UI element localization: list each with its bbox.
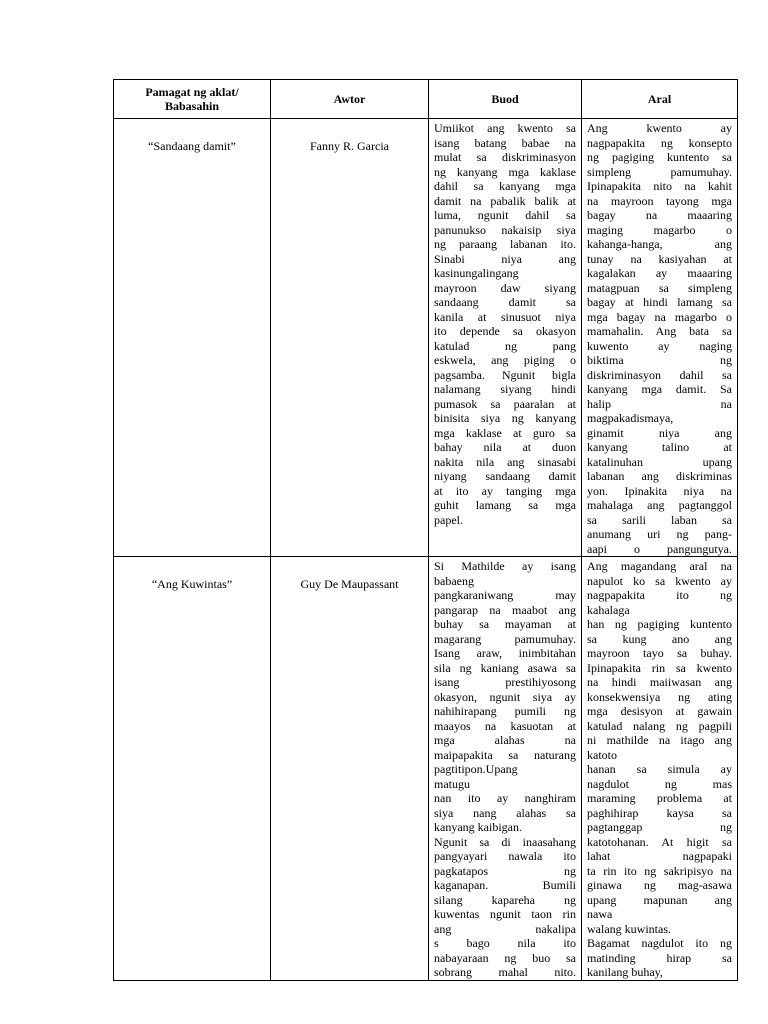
- text-line: Isang araw, inimbitahan: [434, 646, 576, 660]
- text-line: na hindi maiiwasan ang: [587, 675, 732, 689]
- text-line: maipapakita sa naturang: [434, 747, 576, 762]
- text-line: nabayaraan ng buo sa: [434, 950, 576, 965]
- summary-cell: [429, 557, 582, 981]
- text-line: katalinuhan upang: [587, 454, 732, 469]
- text-line: pumasok sa paaralan at: [434, 396, 576, 411]
- header-summary-label: Buod: [491, 92, 519, 106]
- table-header-row: [114, 80, 738, 119]
- text-line: labanan ang diskriminas: [587, 469, 732, 483]
- text-line: ginamit niya ang: [587, 425, 732, 440]
- header-author: [271, 80, 429, 119]
- text-line: kanyang mga damit. Sa: [587, 382, 732, 396]
- book-title: “Ang Kuwintas”: [151, 577, 233, 591]
- text-line: pangyayari nawala ito: [434, 849, 576, 863]
- header-summary: [429, 80, 582, 119]
- text-line: kagalakan ay maaaring: [587, 266, 732, 280]
- text-line: mga bagay na magarbo o: [587, 309, 732, 324]
- table-row: [114, 557, 738, 981]
- header-title: [114, 80, 271, 119]
- text-line: ginawa ng mag-asawa: [587, 878, 732, 892]
- text-line: nagdulot ng mas: [587, 776, 732, 791]
- text-line: silang kapareha ng: [434, 892, 576, 907]
- table-row: [114, 119, 738, 557]
- text-line: mamahalin. Ang bata sa: [587, 324, 732, 338]
- text-line: nan ito ay nanghiram: [434, 791, 576, 805]
- text-line: mayroon tayo sa buhay.: [587, 646, 732, 660]
- text-line: ng paraang labanan ito.: [434, 237, 576, 251]
- text-line: ito depende sa okasyon: [434, 324, 576, 338]
- text-line: Si Mathilde ay isang: [434, 559, 576, 573]
- text-line: Bagamat nagdulot ito ng: [587, 936, 732, 950]
- text-line: kuwento ay naging: [587, 338, 732, 353]
- text-line: pangkaraniwang may: [434, 588, 576, 602]
- text-line: papel.: [434, 512, 463, 527]
- header-title-label: [145, 85, 238, 113]
- text-line: Ang magandang aral na: [587, 559, 732, 573]
- text-line: sa sarili laban sa: [587, 512, 732, 527]
- text-line: nahihirapang pumili ng: [434, 704, 576, 718]
- text-line: pagtitipon.Upang: [434, 762, 518, 776]
- lesson-cell: [582, 119, 738, 557]
- text-line: Ngunit sa di inaasahang: [434, 834, 576, 849]
- text-line: kahalaga: [587, 602, 630, 617]
- text-line: ni mathilde na itago ang: [587, 733, 732, 747]
- text-line: buhay sa mayaman at: [434, 617, 576, 631]
- text-line: matinding hirap sa: [587, 950, 732, 965]
- text-line: magarang pamumuhay.: [434, 631, 576, 646]
- text-line: maayos na kasuotan at: [434, 718, 576, 733]
- text-line: walang kuwintas.: [587, 921, 671, 936]
- text-line: panunukso nakaisip siya: [434, 222, 576, 237]
- text-line: han ng pagiging kuntento: [587, 617, 732, 631]
- lesson-cell: [582, 557, 738, 981]
- summary-text: [434, 121, 576, 527]
- header-title-line: Pamagat ng aklat/: [145, 85, 239, 99]
- text-line: kaganapan. Bumili: [434, 878, 576, 892]
- text-line: kasinungalingang: [434, 266, 519, 280]
- header-author-label: Awtor: [333, 92, 366, 106]
- text-line: mga desisyon at gawain: [587, 704, 732, 718]
- text-line: isang batang babae na: [434, 135, 576, 150]
- row-title-cell: [114, 557, 271, 981]
- text-line: mulat sa diskriminasyon: [434, 150, 576, 164]
- text-line: nakita nila ang sinasabi: [434, 454, 576, 469]
- text-line: nagpapakita ito ng: [587, 588, 732, 602]
- text-line: damit na pabalik balik at: [434, 193, 576, 208]
- text-line: sila ng kaniang asawa sa: [434, 660, 576, 675]
- text-line: anumang uri ng pang-: [587, 527, 732, 541]
- text-line: kanyang talino at: [587, 440, 732, 454]
- text-line: katotohanan. At higit sa: [587, 834, 732, 849]
- text-line: upang mapunan ang: [587, 892, 732, 907]
- text-line: ng kanyang mga kaklase: [434, 164, 576, 179]
- text-line: na mayroon tayong mga: [587, 193, 732, 208]
- text-line: sa kung ano ang: [587, 631, 732, 646]
- text-line: nagpapakita ng konsepto: [587, 135, 732, 150]
- text-line: katulad ng pang: [434, 338, 576, 353]
- header-lesson: [582, 80, 738, 119]
- text-line: nalamang siyang hindi: [434, 382, 576, 396]
- text-line: bagay at hindi lamang sa: [587, 295, 732, 309]
- text-line: maging magarbo o: [587, 222, 732, 237]
- text-line: hanan sa simula ay: [587, 762, 732, 776]
- text-line: Sinabi niya ang: [434, 251, 576, 266]
- book-author: Fanny R. Garcia: [310, 139, 389, 153]
- text-line: yon. Ipinakita niya na: [587, 483, 732, 498]
- text-line: matagpuan sa simpleng: [587, 280, 732, 295]
- text-line: guhit lamang sa mga: [434, 498, 576, 512]
- text-line: sandaang damit sa: [434, 295, 576, 309]
- text-line: okasyon, ngunit siya ay: [434, 689, 576, 704]
- text-line: Ang kwento ay: [587, 121, 732, 135]
- text-line: ng pagiging kuntento sa: [587, 150, 732, 164]
- text-line: luma, ngunit dahil sa: [434, 208, 576, 222]
- text-line: niyang sandaang damit: [434, 469, 576, 483]
- text-line: pagkatapos ng: [434, 863, 576, 878]
- text-line: bahay nila at duon: [434, 440, 576, 454]
- header-title-line: Babasahin: [164, 99, 220, 113]
- text-line: kanyang kaibigan.: [434, 820, 522, 834]
- text-line: nawa: [587, 907, 613, 921]
- text-line: isang prestihiyosong: [434, 675, 576, 689]
- row-title-cell: [114, 119, 271, 557]
- text-line: at ito ay tanging mga: [434, 483, 576, 498]
- summary-cell: [429, 119, 582, 557]
- text-line: siya nang alahas sa: [434, 805, 576, 820]
- text-line: pagsamba. Ngunit bigla: [434, 367, 576, 382]
- row-author-cell: [271, 119, 429, 557]
- text-line: mga alahas na: [434, 733, 576, 747]
- text-line: Ipinapakita nito na kahit: [587, 179, 732, 193]
- text-line: biktima ng: [587, 353, 732, 367]
- text-line: kahanga-hanga, ang: [587, 237, 732, 251]
- lesson-text: [587, 559, 732, 980]
- text-line: ta rin ito ng sakripisyo na: [587, 863, 732, 878]
- text-line: kanilang buhay,: [587, 965, 663, 979]
- summary-text: [434, 559, 576, 980]
- text-line: paghihirap kaysa sa: [587, 805, 732, 820]
- text-line: kanila at sinusuot niya: [434, 309, 576, 324]
- text-line: babaeng: [434, 573, 474, 588]
- text-line: eskwela, ang piging o: [434, 353, 576, 367]
- text-line: diskriminasyon dahil sa: [587, 367, 732, 382]
- text-line: katulad nalang ng pagpili: [587, 718, 732, 733]
- book-review-table: [113, 79, 738, 981]
- text-line: mahalaga ang pagtanggol: [587, 498, 732, 512]
- text-line: dahil sa kanyang mga: [434, 179, 576, 193]
- row-author-cell: [271, 557, 429, 981]
- text-line: lahat nagpapaki: [587, 849, 732, 863]
- text-line: tunay na kasiyahan at: [587, 251, 732, 266]
- text-line: Ipinapakita rin sa kwento: [587, 660, 732, 675]
- text-line: maraming problema at: [587, 791, 732, 805]
- text-line: sobrang mahal nito.: [434, 965, 576, 979]
- text-line: mayroon daw siyang: [434, 280, 576, 295]
- text-line: konsekwensiya ng ating: [587, 689, 732, 704]
- text-line: Umiikot ang kwento sa: [434, 121, 576, 135]
- text-line: matugu: [434, 776, 470, 791]
- book-title: “Sandaang damit”: [148, 139, 236, 153]
- text-line: aapi o pangungutya.: [587, 541, 732, 556]
- text-line: magpakadismaya,: [587, 411, 674, 425]
- text-line: binisita siya ng kanyang: [434, 411, 576, 425]
- text-line: s bago nila ito: [434, 936, 576, 950]
- text-line: napulot ko sa kwento ay: [587, 573, 732, 588]
- text-line: simpleng pamumuhay.: [587, 164, 732, 179]
- text-line: ang nakalipa: [434, 921, 576, 936]
- text-line: kuwentas ngunit taon rin: [434, 907, 576, 921]
- header-lesson-label: Aral: [647, 92, 672, 106]
- text-line: katoto: [587, 747, 617, 762]
- text-line: pagtanggap ng: [587, 820, 732, 834]
- text-line: halip na: [587, 396, 732, 411]
- book-author: Guy De Maupassant: [300, 577, 399, 591]
- lesson-text: [587, 121, 732, 556]
- text-line: mga kaklase at guro sa: [434, 425, 576, 440]
- text-line: bagay na maaaring: [587, 208, 732, 222]
- text-line: pangarap na maabot ang: [434, 602, 576, 617]
